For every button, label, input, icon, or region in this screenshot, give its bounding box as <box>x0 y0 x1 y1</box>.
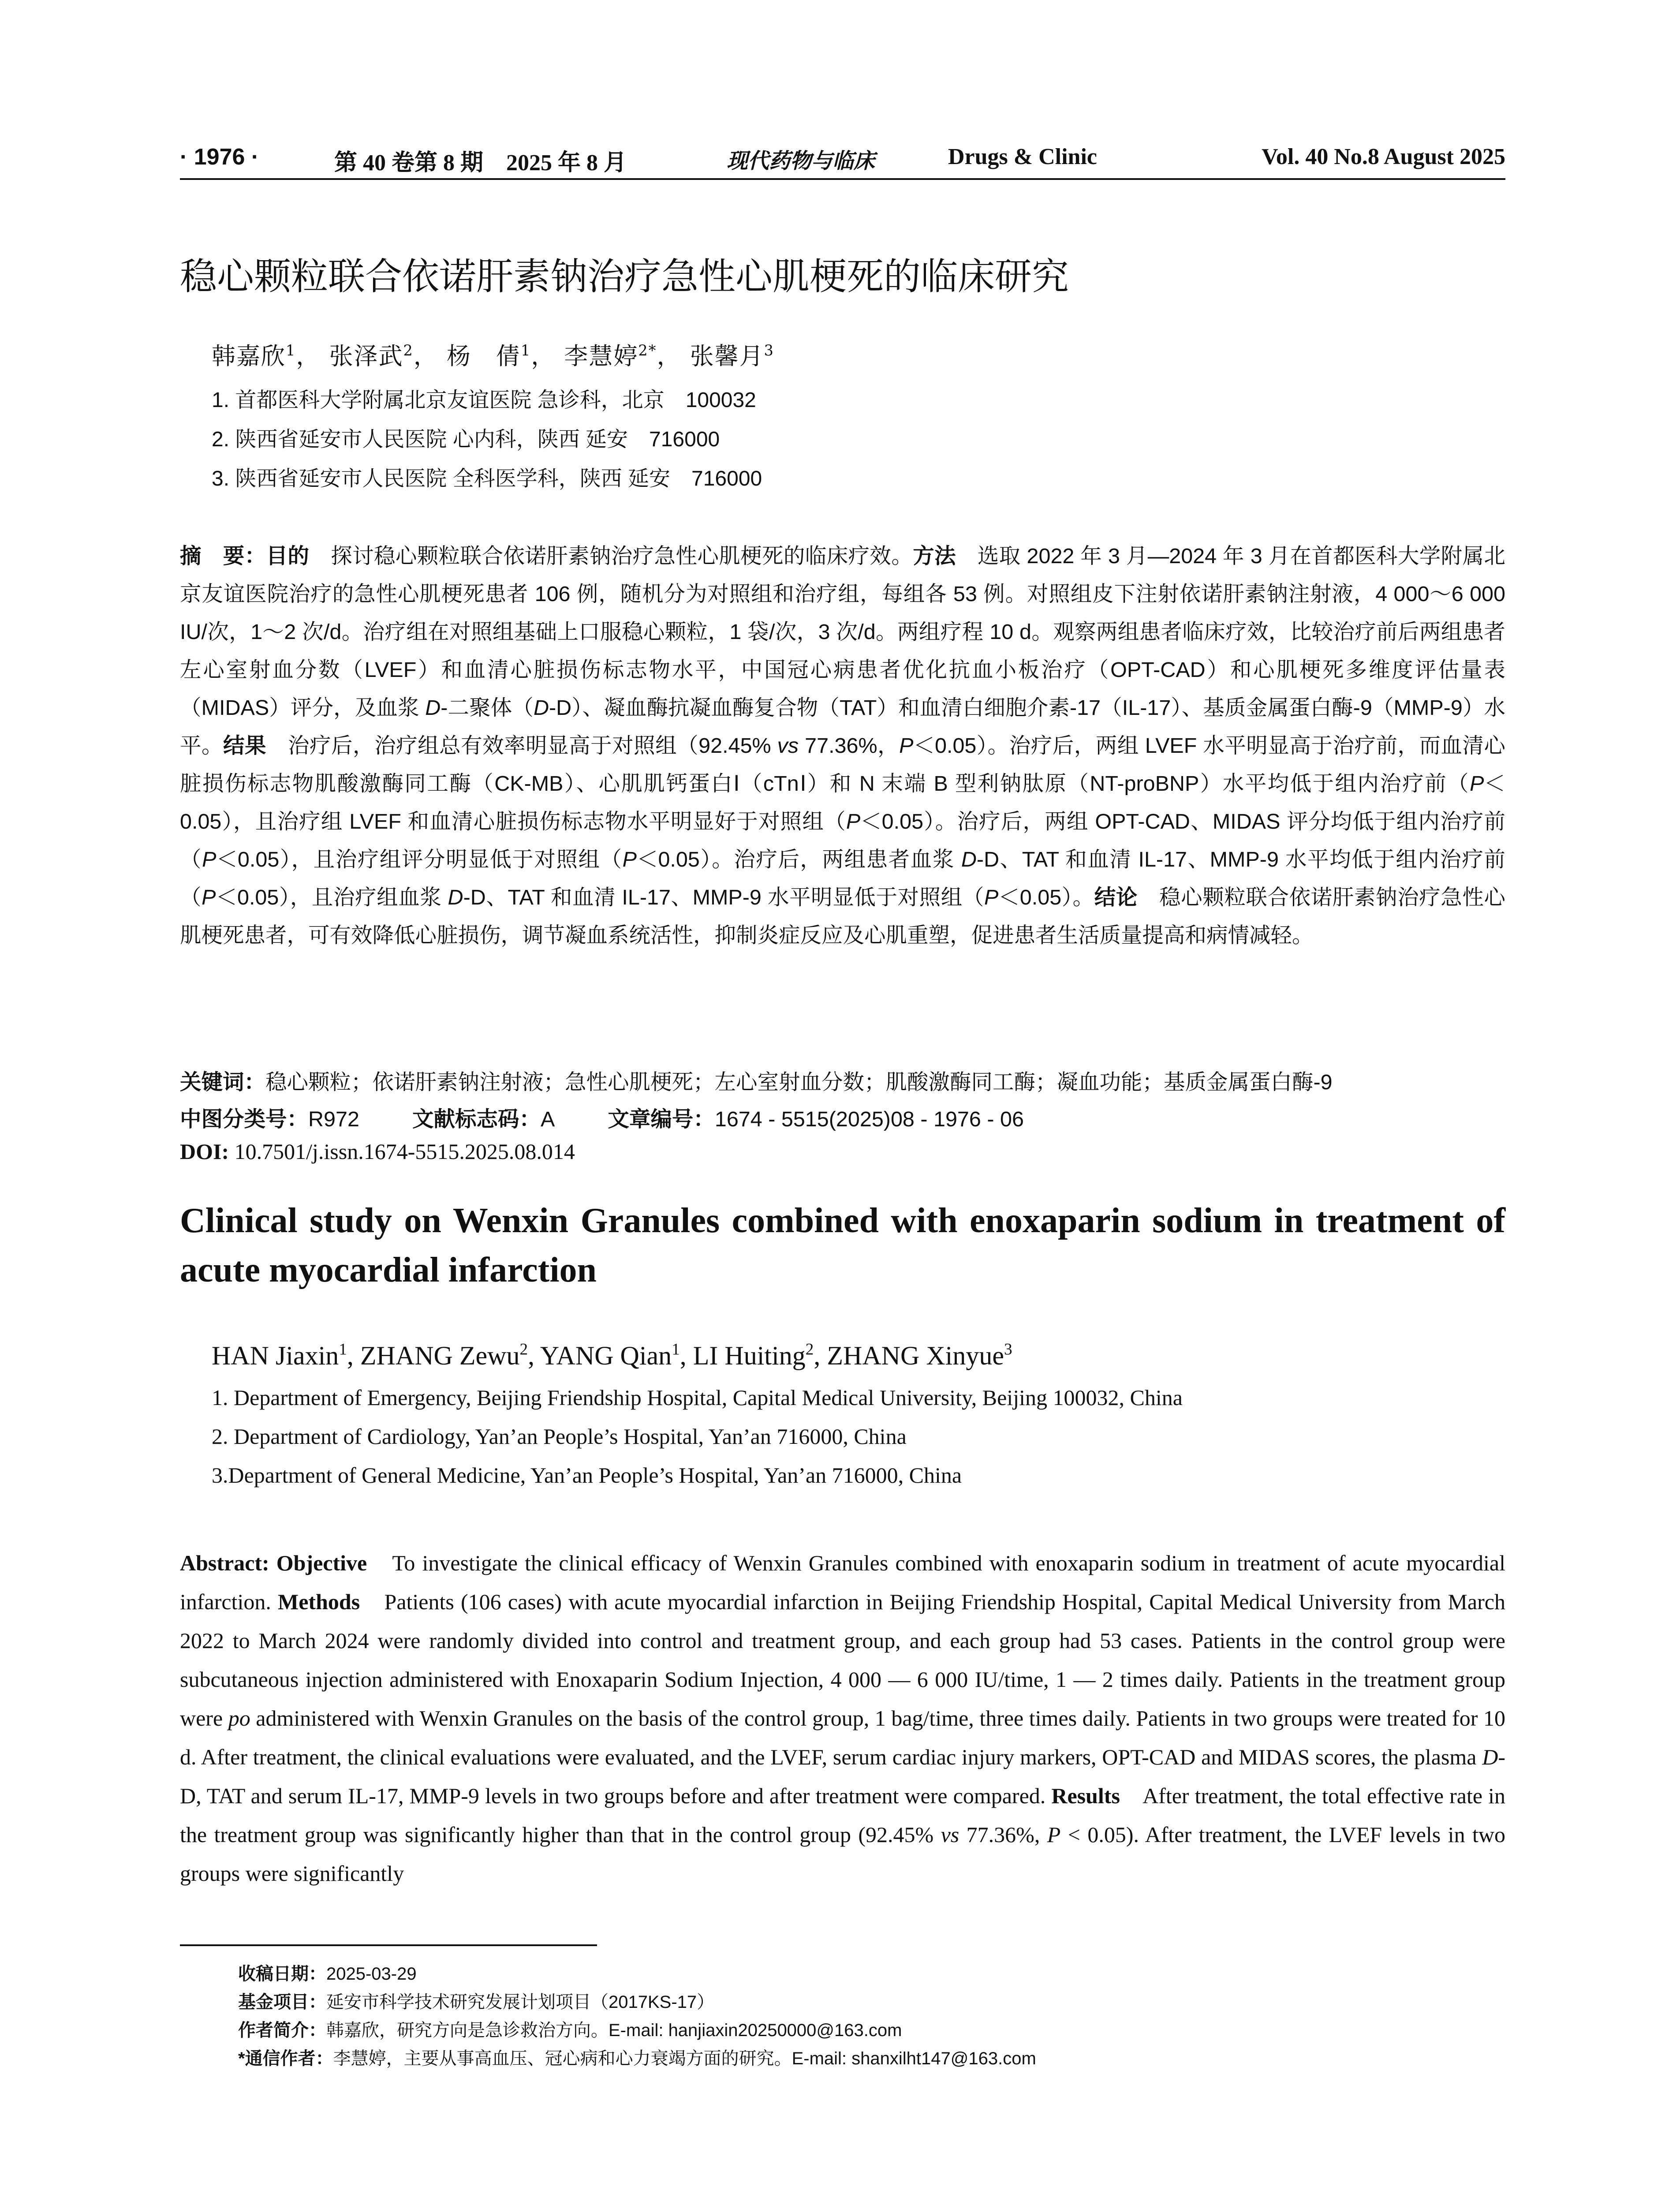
classification-line: 中图分类号：R972 文献标志码：A 文章编号：1674 - 5515(2025)08 - 1976 - 06 <box>180 1107 1024 1131</box>
abstract-cn: 摘 要：目的 探讨稳心颗粒联合依诺肝素钠治疗急性心肌梗死的临床疗效。方法 选取 2022 年 3 月—2024 年 3 月在首都医科大学附属北京友谊医院治疗的急性心肌梗死患者 106 例，随机分为对照组和治疗组，每组各 53 例。对照组皮下注射依诺肝素钠注射液，4 000～6 000 IU/次，1～2 次/d。治疗组在对照组基础上口服稳心颗粒，1 袋/次，3 次/d。两组疗程 10 d。观察两组患者临床疗效，比较治疗前后两组患者左心室射血分数（LVEF）和血清心脏损伤标志物水平，中国冠心病患者优化抗血小板治疗（OPT-CAD）和心肌梗死多维度评估量表（MIDAS）评分，及血浆 D-二聚体（D-D）、凝血酶抗凝血酶复合物（TAT）和血清白细胞介素-17（IL-17）、基质金属蛋白酶-9（MMP-9）水平。结果 治疗后，治疗组总有效率明显高于对照组（92.45% vs 77.36%，P＜0.05）。治疗后，两组 LVEF 水平明显高于治疗前，而血清心脏损伤标志物肌酸激酶同工酶（CK-MB）、心肌肌钙蛋白Ⅰ（cTnⅠ）和 N 末端 B 型利钠肽原（NT-proBNP）水平均低于组内治疗前（P＜0.05），且治疗组 LVEF 和血清心脏损伤标志物水平明显好于对照组（P＜0.05）。治疗后，两组 OPT-CAD、MIDAS 评分均低于组内治疗前（P＜0.05），且治疗组评分明显低于对照组（P＜0.05）。治疗后，两组患者血浆 D-D、TAT 和血清 IL-17、MMP-9 水平均低于组内治疗前（P＜0.05），且治疗组血浆 D-D、TAT 和血清 IL-17、MMP-9 水平明显低于对照组（P＜0.05）。结论 稳心颗粒联合依诺肝素钠治疗急性心肌梗死患者，可有效降低心脏损伤，调节凝血系统活性，抑制炎症反应及心肌重塑，促进患者生活质量提高和病情减轻。 <box>180 544 1506 947</box>
page-number: · 1976 · <box>180 144 259 170</box>
volume-cn: 第 40 卷第 8 期 2025 年 8 月 <box>334 150 627 176</box>
author: 杨 倩$^1$， <box>446 341 556 370</box>
affiliation-cn-3: 3. 陕西省延安市人民医院 全科医学科，陕西 延安 716000 <box>212 467 762 490</box>
journal-name-en: Drugs & Clinic <box>948 144 1097 169</box>
doi-line: DOI: 10.7501/j.issn.1674-5515.2025.08.014 <box>180 1139 575 1164</box>
title-cn: 稳心颗粒联合依诺肝素钠治疗急性心肌梗死的临床研究 <box>180 256 1069 297</box>
authors-en <box>212 1341 1012 1371</box>
keywords-cn: 关键词：稳心颗粒；依诺肝素钠注射液；急性心肌梗死；左心室射血分数；肌酸激酶同工酶；凝血功能；基质金属蛋白酶-9 <box>180 1070 1333 1094</box>
affiliation-cn-1: 1. 首都医科大学附属北京友谊医院 急诊科，北京 100032 <box>212 389 756 412</box>
author: 李慧婷$^{2*}$， <box>564 341 682 370</box>
author: YANG Qian$^1$, <box>540 1340 693 1370</box>
affiliation-en-1: 1. Department of Emergency, Beijing Friendship Hospital, Capital Medical University, Beijing 100032, China <box>212 1385 1183 1410</box>
affiliation-en-3: 3.Department of General Medicine, Yan’an People’s Hospital, Yan’an 716000, China <box>212 1463 962 1487</box>
author: LI Huiting$^2$, <box>693 1340 827 1370</box>
title-en: Clinical study on Wenxin Granules combined with enoxaparin sodium in treatment of acute myocardial infarction <box>180 1201 1505 1289</box>
author: ZHANG Zewu$^2$, <box>360 1340 540 1370</box>
journal-name-cn: 现代药物与临床 <box>727 149 875 173</box>
affiliation-cn-2: 2. 陕西省延安市人民医院 心内科，陕西 延安 716000 <box>212 428 720 451</box>
volume-en: Vol. 40 No.8 August 2025 <box>1262 144 1505 169</box>
footnote-corresponding: *通信作者：李慧婷，主要从事高血压、冠心病和心力衰竭方面的研究。E-mail: shanxilht147@163.com <box>238 2049 1036 2068</box>
abstract-en: Abstract: Objective To investigate the clinical efficacy of Wenxin Granules combined with enoxaparin sodium in treatment of acute myocardial infarction. Methods Patients (106 cases) with acute myocardial infarction in Beijing Friendship Hospital, Capital Medical University from March 2022 to March 2024 were randomly divided into control and treatment group, and each group had 53 cases. Patients in the control group were subcutaneous injection administered with Enoxaparin Sodium Injection, 4 000 — 6 000 IU/time, 1 — 2 times daily. Patients in the treatment group were po administered with Wenxin Granules on the basis of the control group, 1 bag/time, three times daily. Patients in two groups were treated for 10 d. After treatment, the clinical evaluations were evaluated, and the LVEF, serum cardiac injury markers, OPT-CAD and MIDAS scores, the plasma D-D, TAT and serum IL-17, MMP-9 levels in two groups before and after treatment were compared. Results After treatment, the total effective rate in the treatment group was significantly higher than that in the control group (92.45% vs 77.36%, P < 0.05). After treatment, the LVEF levels in two groups were significantly <box>180 1551 1506 1886</box>
author: ZHANG Xinyue$^3$ <box>827 1340 1012 1370</box>
footnote-rule <box>180 1944 597 1946</box>
footnote-received: 收稿日期：2025-03-29 <box>238 1964 417 1984</box>
running-header <box>180 140 1505 180</box>
authors-cn <box>212 337 774 371</box>
affiliation-en-2: 2. Department of Cardiology, Yan’an People’s Hospital, Yan’an 716000, China <box>212 1424 907 1449</box>
author: 张泽武$^2$， <box>329 341 438 370</box>
author: HAN Jiaxin$^1$, <box>212 1340 360 1370</box>
author: 韩嘉欣$^1$， <box>212 341 321 370</box>
footnote-fund: 基金项目：延安市科学技术研究发展计划项目（2017KS-17） <box>238 1992 715 2012</box>
footnote-author: 作者简介：韩嘉欣，研究方向是急诊救治方向。E-mail: hanjiaxin20250000@163.com <box>238 2021 902 2040</box>
author: 张馨月$^3$ <box>690 341 774 370</box>
